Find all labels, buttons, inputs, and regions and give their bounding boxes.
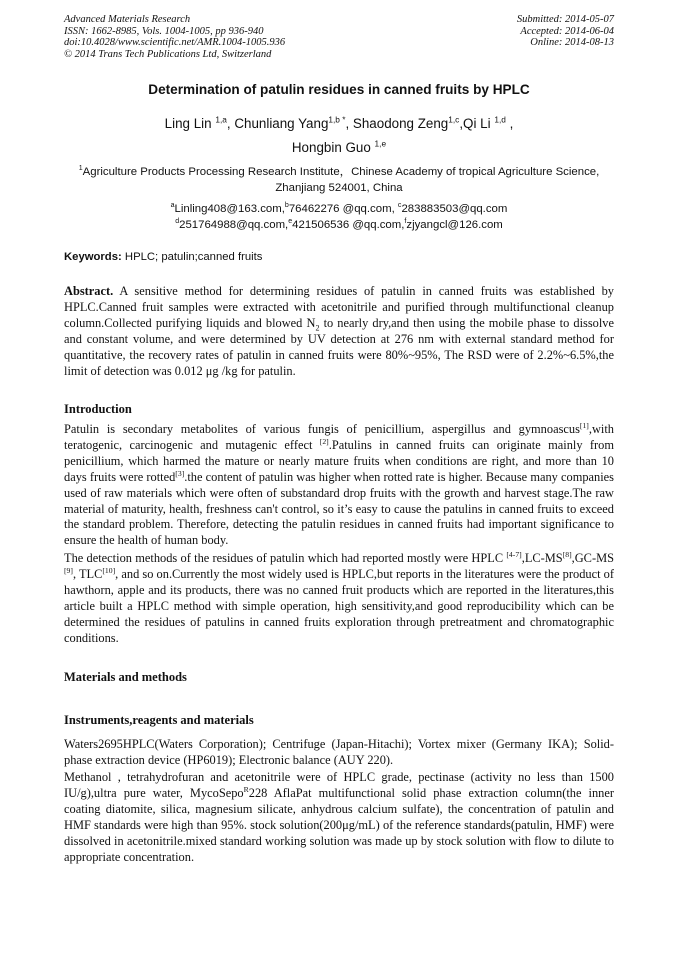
affiliation-text: Agriculture Products Processing Research Institute，Chinese Academy of tropical Agriculture Science, Zhanjiang 524001, China <box>82 166 600 194</box>
paragraph-text: ,with teratogenic, carcinogenic and mutagenic effect <box>64 422 614 452</box>
citation-ref[interactable]: [2] <box>319 436 329 446</box>
instruments-paragraph: Waters2695HPLC(Waters Corporation); Centrifuge (Japan-Hitachi); Vortex mixer (Germany IKA); Solid-phase extraction device (HP6019); Electronic balance (AUY 220). <box>64 737 614 767</box>
abstract <box>64 284 614 379</box>
author-affil-mark: 1,d <box>494 114 506 125</box>
paragraph-text: ,GC-MS <box>571 551 614 565</box>
email-address[interactable]: 421506536 @qq.com, <box>292 219 405 231</box>
email-mark: a <box>170 202 175 210</box>
keywords <box>64 251 262 263</box>
paragraph-text: , TLC <box>72 566 103 581</box>
keywords-label: Keywords: <box>64 251 122 263</box>
abstract-text-part-1: A sensitive method for determining residues of patulin in canned fruits was established by HPLC.Canned fruit samples were extracted with acetonitrile and purified through multifunctional cleanup column.Collected purifying liquids and blowed N <box>64 284 614 330</box>
citation-ref[interactable]: [9] <box>64 565 73 575</box>
reagents-paragraph <box>64 770 614 865</box>
intro-paragraph-1 <box>64 422 614 549</box>
author-separator: , <box>459 116 464 131</box>
author-affil-mark: 1,e <box>374 138 387 149</box>
paragraph-text: The detection methods of the residues of patulin which had reported mostly were HPLC <box>64 551 507 565</box>
paragraph-text: , and so on.Currently the most widely used is HPLC,but reports in the literatures were the product of hawthorn, apple and its products, there was no canned fruit products which are reported in the literatures,this article built a HPLC method with simple operation, high sensitivity,and good reproducibility which can be determined the residues of patulins in canned fruits exploration through pretreatment and chromatographic conditions. <box>64 566 614 645</box>
journal-doi[interactable]: doi:10.4028/www.scientific.net/AMR.1004-1005.936 <box>64 37 286 48</box>
author-separator: , <box>505 116 514 131</box>
author-affil-mark: 1,a <box>215 114 227 125</box>
journal-info <box>64 14 285 60</box>
email-mark: f <box>404 218 407 226</box>
email-mark: c <box>397 202 402 210</box>
email-mark: e <box>288 218 293 226</box>
subsection-heading-instruments: Instruments,reagents and materials <box>64 713 254 727</box>
section-heading-introduction: Introduction <box>64 402 132 416</box>
email-line-2 <box>0 217 678 233</box>
accepted-date: Accepted: 2014-06-04 <box>520 25 614 37</box>
paragraph-text: .Patulins in canned fruits can originate mainly from penicillium, which harmed the mature or nearly mature fruits when conditions are right, and more than 10 days fruits were rotted <box>64 437 614 484</box>
submitted-date: Submitted: 2014-05-07 <box>516 14 614 25</box>
paragraph-text: Methanol , tetrahydrofuran and acetonitrile were of HPLC grade, pectinase (activity no less than 1500 IU/g),ultra pure water, MycoSepo <box>64 770 614 800</box>
citation-ref[interactable]: [8] <box>562 549 572 559</box>
abstract-subscript: 2 <box>315 323 320 333</box>
paper-title: Determination of patulin residues in canned fruits by HPLC <box>148 82 530 97</box>
journal-copyright: © 2014 Trans Tech Publications Ltd, Switzerland <box>64 48 272 60</box>
abstract-label: Abstract. <box>64 284 114 298</box>
email-address[interactable]: 251764988@qq.com, <box>179 219 289 231</box>
paragraph-text: 228 AflaPat multifunctional solid phase extraction column(the inner coating diatomite, silica, magnesium silicate, anhydrous calcium sulfate), the concentration of patulin and HMF standards were high than 95%. stock solution(200μg/mL) of the reference standards(patulin, HMF) were dissolved in acetonitrile.mixed standard working solution was made up by stock solution with flow to dilute to appropriate concentration. <box>64 785 614 864</box>
email-line-1 <box>0 201 678 217</box>
email-address[interactable]: zjyangcl@126.com <box>406 219 503 231</box>
paragraph-text: .the content of patulin was higher when rotted rate is higher. Because many companies used of raw materials which were often of substandard drop fruits with the growth and harvest stage.The raw material of maturity, health, freshness can't control, so it’s easy to cause the patulins in canned fruits to exceed the standard problem. Therefore, detecting the patulin residues in canned fruits had important significance to ensure the health of human body. <box>64 469 614 548</box>
email-address[interactable]: 283883503@qq.com <box>401 203 508 215</box>
author-separator: , <box>226 116 235 131</box>
publication-dates <box>517 14 614 49</box>
paragraph-text: ,LC-MS <box>521 551 563 565</box>
author-name: Chunliang Yang <box>234 116 329 131</box>
citation-ref[interactable]: [4-7] <box>506 549 522 559</box>
email-mark: b <box>284 202 289 210</box>
author-name: Ling Lin <box>164 116 212 131</box>
email-address[interactable]: 76462276 @qq.com, <box>288 203 398 215</box>
journal-issn: ISSN: 1662-8985, Vols. 1004-1005, pp 936-940 <box>64 25 264 37</box>
author-name: Qi Li <box>463 116 491 131</box>
affiliation-mark: 1 <box>78 165 83 173</box>
registered-mark: R <box>243 784 249 794</box>
author-name: Hongbin Guo <box>291 140 371 155</box>
keywords-text: HPLC; patulin;canned fruits <box>121 251 263 263</box>
journal-name: Advanced Materials Research <box>64 14 191 25</box>
citation-ref[interactable]: [3] <box>175 468 185 478</box>
author-affil-mark: 1,c <box>448 114 460 125</box>
email-address[interactable]: Linling408@163.com, <box>174 203 285 215</box>
citation-ref[interactable]: [1] <box>579 420 589 430</box>
email-mark: d <box>175 218 180 226</box>
author-list-line-2 <box>0 140 678 155</box>
author-separator: , <box>345 116 353 131</box>
online-date: Online: 2014-08-13 <box>530 37 614 48</box>
citation-ref[interactable]: [10] <box>102 565 116 575</box>
author-name: Shaodong Zeng <box>352 116 449 131</box>
affiliation <box>60 164 618 196</box>
author-list-line-1 <box>0 116 678 131</box>
abstract-text-part-2: to nearly dry,and then using the mobile phase to dissolve and constant volume, and were determined by UV detection at 276 nm with external standard method for quantitative, the recovery rates of patulin in canned fruits were 80%~95%, The RSD were of 2.2%~6.5%,the limit of detection was 0.012 μg /kg for patulin. <box>64 315 614 378</box>
intro-paragraph-2 <box>64 551 614 646</box>
section-heading-materials: Materials and methods <box>64 670 187 684</box>
author-affil-mark: 1,b * <box>328 114 346 125</box>
paragraph-text: Patulin is secondary metabolites of various fungis of penicillium, aspergillus and gymnoascus <box>64 422 580 436</box>
